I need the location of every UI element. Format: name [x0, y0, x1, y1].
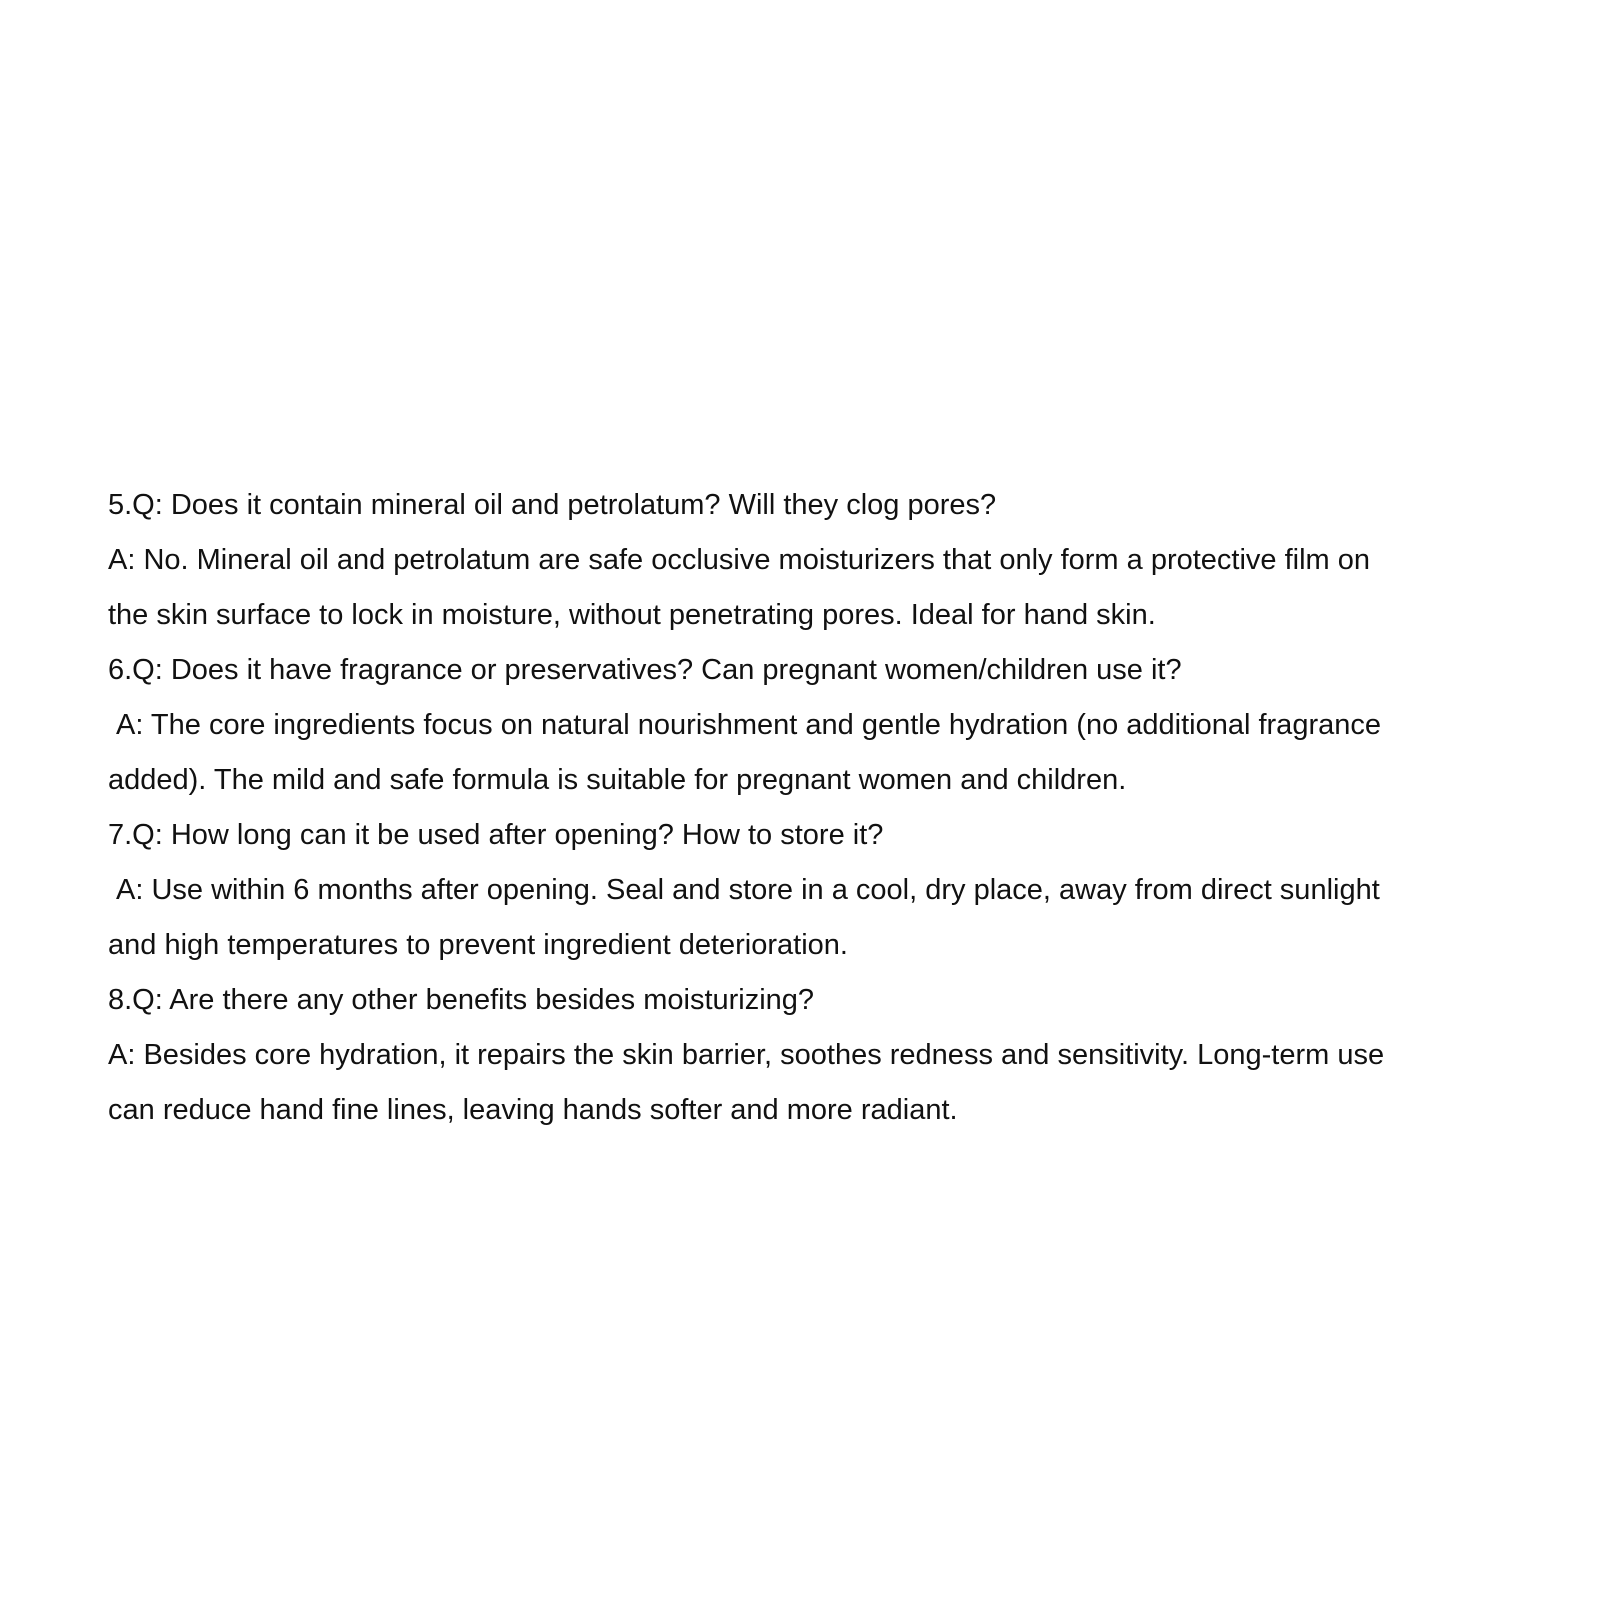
faq-section [108, 478, 1528, 1138]
faq-answer-7-line-2: and high temperatures to prevent ingredient deterioration. [108, 929, 848, 961]
faq-question-5: 5.Q: Does it contain mineral oil and petrolatum? Will they clog pores? [108, 489, 997, 521]
faq-answer-8-line-2: can reduce hand fine lines, leaving hands softer and more radiant. [108, 1094, 958, 1126]
faq-answer-5-line-1: A: No. Mineral oil and petrolatum are safe occlusive moisturizers that only form a protective film on [108, 544, 1371, 576]
faq-question-8: 8.Q: Are there any other benefits besides moisturizing? [108, 984, 815, 1016]
faq-answer-5-line-2: the skin surface to lock in moisture, without penetrating pores. Ideal for hand skin. [108, 599, 1156, 631]
faq-answer-6-line-1: A: The core ingredients focus on natural nourishment and gentle hydration (no additional fragrance [116, 709, 1381, 741]
faq-question-6: 6.Q: Does it have fragrance or preservatives? Can pregnant women/children use it? [108, 654, 1182, 686]
faq-question-7: 7.Q: How long can it be used after opening? How to store it? [108, 819, 884, 851]
faq-answer-7-line-1: A: Use within 6 months after opening. Seal and store in a cool, dry place, away from direct sunlight [116, 874, 1380, 906]
faq-answer-6-line-2: added). The mild and safe formula is suitable for pregnant women and children. [108, 764, 1127, 796]
faq-answer-8-line-1: A: Besides core hydration, it repairs the skin barrier, soothes redness and sensitivity. Long-term use [108, 1039, 1385, 1071]
